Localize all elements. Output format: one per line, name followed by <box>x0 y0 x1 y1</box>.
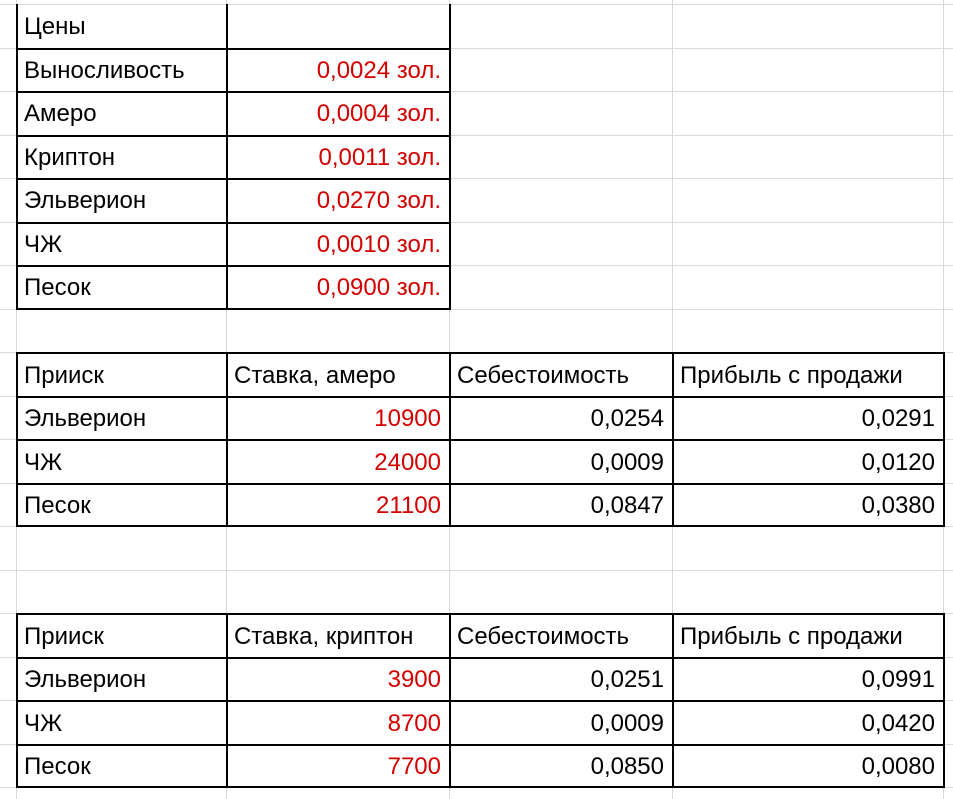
price-name-cell[interactable]: Эльверион <box>24 187 147 214</box>
mine-name-cell[interactable]: Песок <box>24 492 91 519</box>
cost-cell[interactable]: 0,0847 <box>590 492 664 519</box>
profit-cell[interactable]: 0,0991 <box>861 666 935 693</box>
cost-cell[interactable]: 0,0009 <box>590 449 664 476</box>
mine-name-cell[interactable]: ЧЖ <box>24 710 63 737</box>
gridline <box>0 570 953 571</box>
column-header-cell[interactable]: Ставка, амеро <box>234 362 396 389</box>
price-value-cell[interactable]: 0,0900 зол. <box>316 274 441 301</box>
column-header-cell[interactable]: Себестоимость <box>457 362 630 389</box>
cost-cell[interactable]: 0,0251 <box>590 666 664 693</box>
column-header-cell[interactable]: Прииск <box>24 362 104 389</box>
rate-cell[interactable]: 21100 <box>376 492 441 519</box>
profit-cell[interactable]: 0,0420 <box>861 710 935 737</box>
price-name-cell[interactable]: Амеро <box>24 100 97 127</box>
price-name-cell[interactable]: ЧЖ <box>24 231 63 258</box>
profit-cell[interactable]: 0,0080 <box>861 753 935 780</box>
price-value-cell[interactable]: 0,0024 зол. <box>316 57 441 84</box>
rate-cell[interactable]: 10900 <box>374 405 441 432</box>
table-border <box>943 613 945 788</box>
column-header-cell[interactable]: Прииск <box>24 623 104 650</box>
rate-cell[interactable]: 8700 <box>387 710 441 737</box>
price-value-cell[interactable]: 0,0004 зол. <box>316 100 441 127</box>
profit-cell[interactable]: 0,0291 <box>861 405 935 432</box>
rate-cell[interactable]: 7700 <box>387 753 441 780</box>
cost-cell[interactable]: 0,0254 <box>590 405 664 432</box>
rate-cell[interactable]: 24000 <box>374 449 441 476</box>
mine-name-cell[interactable]: Эльверион <box>24 405 147 432</box>
price-value-cell[interactable]: 0,0270 зол. <box>316 187 441 214</box>
mine-name-cell[interactable]: ЧЖ <box>24 449 63 476</box>
cost-cell[interactable]: 0,0009 <box>590 710 664 737</box>
rate-cell[interactable]: 3900 <box>387 666 441 693</box>
prices-header-cell[interactable]: Цены <box>24 13 86 40</box>
column-header-cell[interactable]: Прибыль с продажи <box>680 623 903 650</box>
profit-cell[interactable]: 0,0120 <box>861 449 935 476</box>
column-header-cell[interactable]: Ставка, криптон <box>234 623 414 650</box>
mine-name-cell[interactable]: Песок <box>24 753 91 780</box>
price-value-cell[interactable]: 0,0011 зол. <box>318 144 441 171</box>
table-border <box>943 352 945 527</box>
profit-cell[interactable]: 0,0380 <box>861 492 935 519</box>
column-header-cell[interactable]: Себестоимость <box>457 623 630 650</box>
column-header-cell[interactable]: Прибыль с продажи <box>680 362 903 389</box>
price-name-cell[interactable]: Криптон <box>24 144 116 171</box>
price-name-cell[interactable]: Выносливость <box>24 57 185 84</box>
cost-cell[interactable]: 0,0850 <box>590 753 664 780</box>
mine-name-cell[interactable]: Эльверион <box>24 666 147 693</box>
price-name-cell[interactable]: Песок <box>24 274 91 301</box>
price-value-cell[interactable]: 0,0010 зол. <box>316 231 441 258</box>
